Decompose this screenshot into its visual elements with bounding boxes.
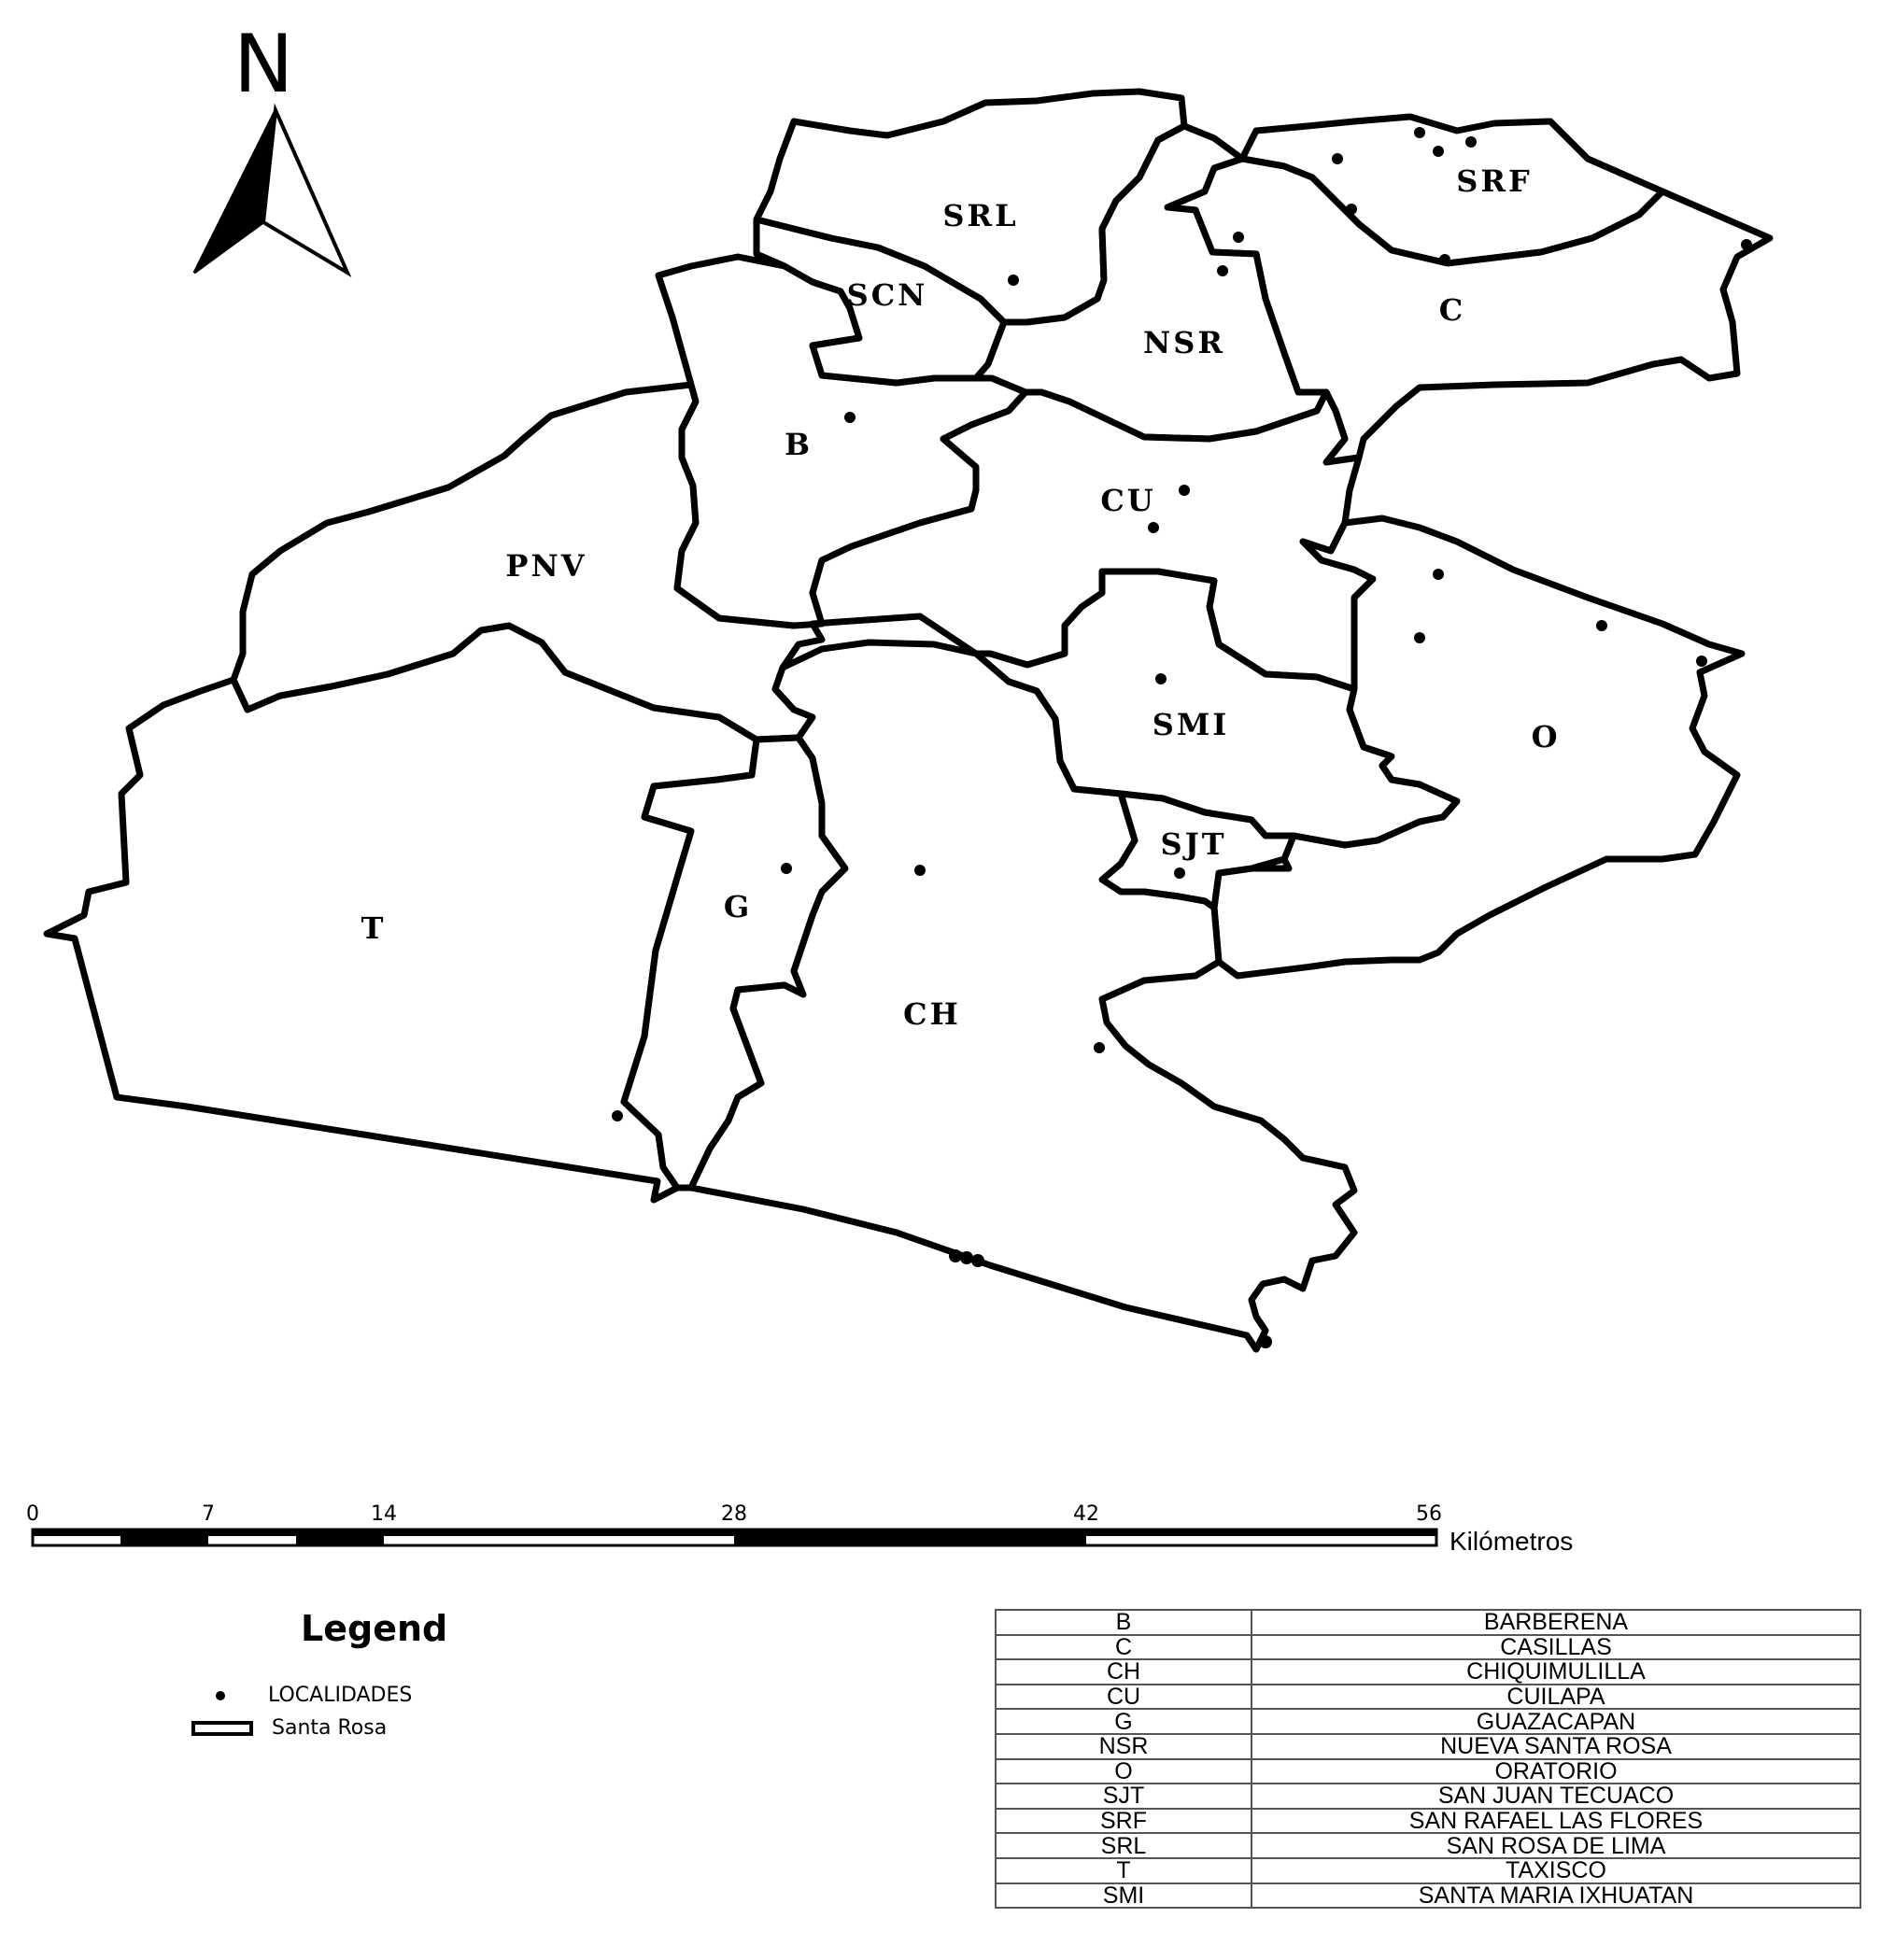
localidad-point: [1155, 673, 1167, 684]
localidad-point: [1346, 204, 1357, 215]
scale-tick-label: 42: [1073, 1502, 1099, 1526]
table-row: [996, 1759, 1860, 1784]
legend-item-label: Santa Rosa: [272, 1716, 388, 1740]
legend-item-label: LOCALIDADES: [268, 1684, 413, 1707]
abbr-code: CU: [996, 1685, 1252, 1710]
abbr-code: G: [996, 1709, 1252, 1734]
table-row: [996, 1858, 1860, 1883]
localidad-point: [1148, 522, 1159, 533]
label-CH: CH: [903, 996, 961, 1032]
abbr-name: SAN ROSA DE LIMA: [1252, 1833, 1860, 1858]
label-G: G: [723, 889, 753, 924]
scale-bar: [26, 1502, 1573, 1556]
label-NSR: NSR: [1143, 325, 1225, 360]
abbr-code: SRL: [996, 1833, 1252, 1858]
abbr-name: TAXISCO: [1252, 1858, 1860, 1883]
localidad-point: [1174, 867, 1185, 879]
abbr-name: CUILAPA: [1252, 1685, 1860, 1710]
abbr-code: C: [996, 1635, 1252, 1660]
abbr-code: SJT: [996, 1784, 1252, 1809]
localidad-point: [1439, 254, 1450, 265]
localidad-point: [1596, 620, 1607, 631]
table-row: [996, 1709, 1860, 1734]
abbr-code: CH: [996, 1659, 1252, 1685]
localidad-point: [1465, 136, 1477, 148]
localidad-point: [1332, 153, 1343, 164]
abbr-name: CHIQUIMULILLA: [1252, 1659, 1860, 1685]
label-T: T: [361, 910, 387, 946]
scale-tick-label: 28: [721, 1502, 747, 1526]
north-arrow-icon: [194, 18, 347, 273]
localidad-point: [1217, 265, 1228, 276]
localidad-point: [1008, 275, 1019, 286]
legend-item-santa-rosa: [191, 1716, 387, 1740]
label-C: C: [1438, 292, 1466, 328]
scale-unit-label: Kilómetros: [1450, 1527, 1574, 1556]
localidad-point: [971, 1254, 984, 1267]
localidad-point: [1414, 632, 1425, 643]
label-SMI: SMI: [1152, 707, 1230, 742]
abbr-code: T: [996, 1858, 1252, 1883]
localidad-dot-icon: [216, 1691, 225, 1700]
polygon-outline-icon: [191, 1721, 253, 1736]
abbr-name: SAN JUAN TECUACO: [1252, 1784, 1860, 1809]
table-row: [996, 1784, 1860, 1809]
label-SRL: SRL: [942, 198, 1019, 233]
abbr-code: SMI: [996, 1883, 1252, 1909]
abbr-name: GUAZACAPAN: [1252, 1709, 1860, 1734]
abbr-name: CASILLAS: [1252, 1635, 1860, 1660]
abbr-name: ORATORIO: [1252, 1759, 1860, 1784]
scale-tick-label: 56: [1416, 1502, 1442, 1526]
label-O: O: [1531, 719, 1561, 754]
table-row: [996, 1833, 1860, 1858]
localidad-point: [1741, 239, 1752, 250]
label-CU: CU: [1100, 483, 1156, 518]
table-row: [996, 1610, 1860, 1635]
table-row: [996, 1809, 1860, 1834]
abbr-code: O: [996, 1759, 1252, 1784]
localidad-point: [1696, 656, 1707, 667]
table-row: [996, 1685, 1860, 1710]
label-SRF: SRF: [1456, 163, 1533, 199]
localidad-point: [1094, 1042, 1105, 1053]
abbr-name: BARBERENA: [1252, 1610, 1860, 1635]
localidad-point: [1233, 232, 1244, 243]
abbr-code: NSR: [996, 1734, 1252, 1759]
localidad-point: [1259, 1335, 1272, 1348]
localidad-point: [1179, 485, 1190, 496]
scale-tick-label: 14: [371, 1502, 397, 1526]
scale-tick-label: 0: [26, 1502, 39, 1526]
table-row: [996, 1734, 1860, 1759]
localidad-point: [1433, 146, 1444, 157]
scale-tick-label: 7: [202, 1502, 215, 1526]
localidad-point: [914, 865, 926, 876]
label-SCN: SCN: [846, 277, 928, 313]
label-PNV: PNV: [505, 548, 587, 584]
localidad-point: [781, 863, 792, 874]
north-letter: N: [233, 18, 294, 111]
abbr-code: SRF: [996, 1809, 1252, 1834]
localidad-point: [949, 1249, 962, 1262]
localidad-point: [960, 1251, 973, 1264]
legend-title: Legend: [301, 1608, 448, 1649]
label-SJT: SJT: [1160, 826, 1227, 862]
localidad-point: [844, 412, 856, 423]
table-row: [996, 1883, 1860, 1909]
localidad-point: [1414, 127, 1425, 138]
table-row: [996, 1659, 1860, 1685]
abbr-name: SANTA MARIA IXHUATAN: [1252, 1883, 1860, 1909]
table-row: [996, 1635, 1860, 1660]
localidad-point: [1433, 569, 1444, 580]
legend-item-localidades: [191, 1684, 412, 1707]
label-B: B: [784, 427, 813, 462]
abbr-code: B: [996, 1610, 1252, 1635]
localidad-point: [612, 1110, 623, 1121]
abbreviation-table: [995, 1609, 1861, 1909]
abbr-name: SAN RAFAEL LAS FLORES: [1252, 1809, 1860, 1834]
abbr-name: NUEVA SANTA ROSA: [1252, 1734, 1860, 1759]
